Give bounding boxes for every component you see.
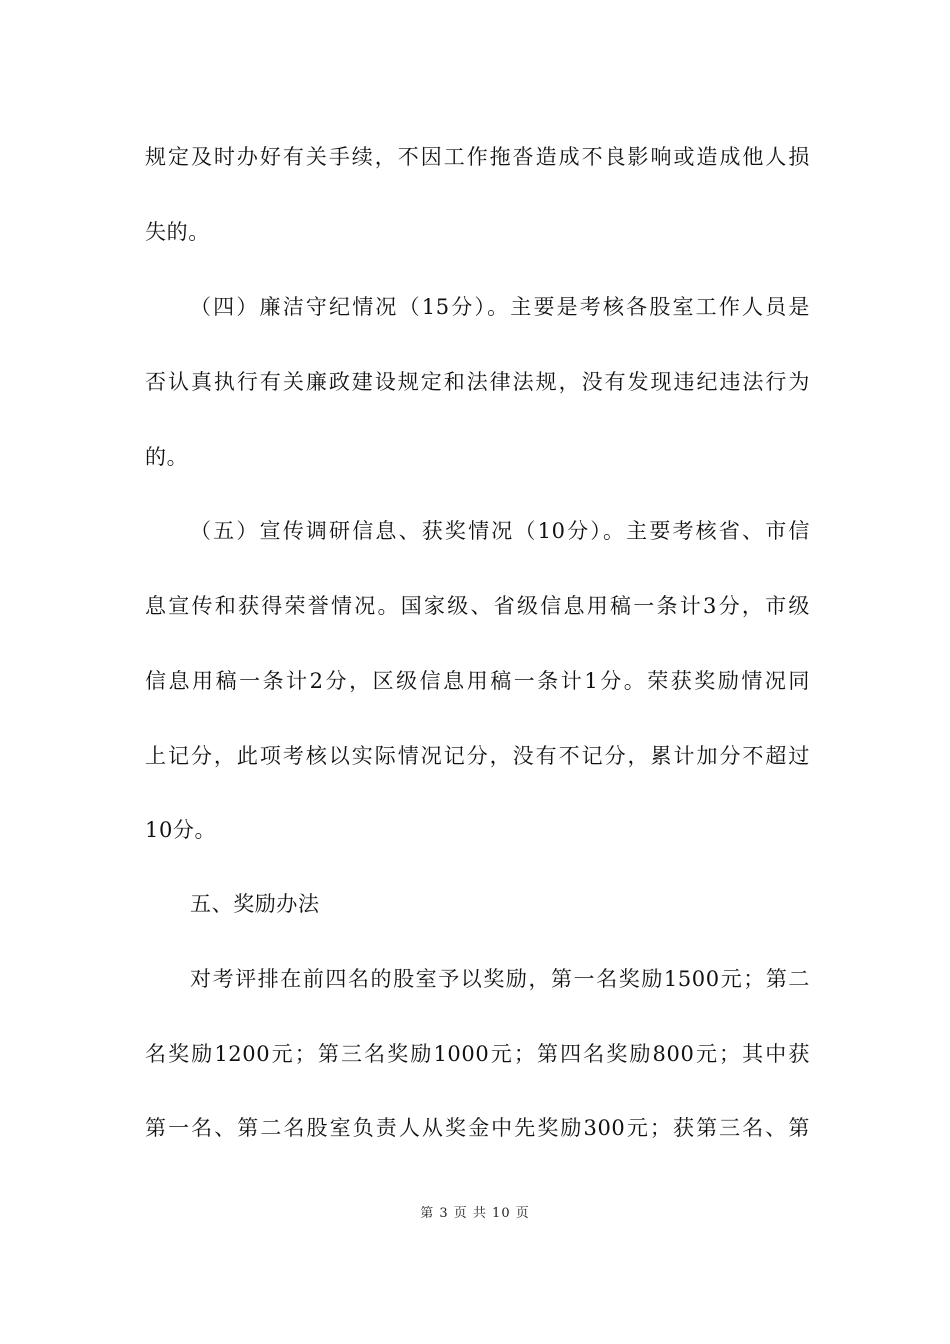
page-number-footer: 第 3 页 共 10 页 <box>420 1206 530 1221</box>
paragraph-line: 名奖励1200元；第三名奖励1000元；第四名奖励800元；其中获 <box>145 1042 810 1066</box>
paragraph-line: 失的。 <box>145 220 210 244</box>
paragraph-line: 上记分，此项考核以实际情况记分，没有不记分，累计加分不超过 <box>145 744 810 768</box>
paragraph-line: （四）廉洁守纪情况（15分）。主要是考核各股室工作人员是 <box>190 295 810 319</box>
paragraph-line: 的。 <box>145 445 189 469</box>
paragraph-line: （五）宣传调研信息、获奖情况（10分）。主要考核省、市信 <box>190 519 810 543</box>
paragraph-line: 第一名、第二名股室负责人从奖金中先奖励300元；获第三名、第 <box>145 1116 810 1140</box>
section-heading: 五、奖励办法 <box>190 892 320 916</box>
paragraph-line: 信息用稿一条计2分，区级信息用稿一条计1分。荣获奖励情况同 <box>145 669 810 693</box>
paragraph-line: 否认真执行有关廉政建设规定和法律法规，没有发现违纪违法行为 <box>145 370 810 394</box>
paragraph-line: 10分。 <box>145 818 217 842</box>
paragraph-line: 对考评排在前四名的股室予以奖励，第一名奖励1500元；第二 <box>190 967 810 991</box>
paragraph-line: 息宣传和获得荣誉情况。国家级、省级信息用稿一条计3分，市级 <box>145 594 810 618</box>
paragraph-line: 规定及时办好有关手续，不因工作拖沓造成不良影响或造成他人损 <box>145 145 810 169</box>
